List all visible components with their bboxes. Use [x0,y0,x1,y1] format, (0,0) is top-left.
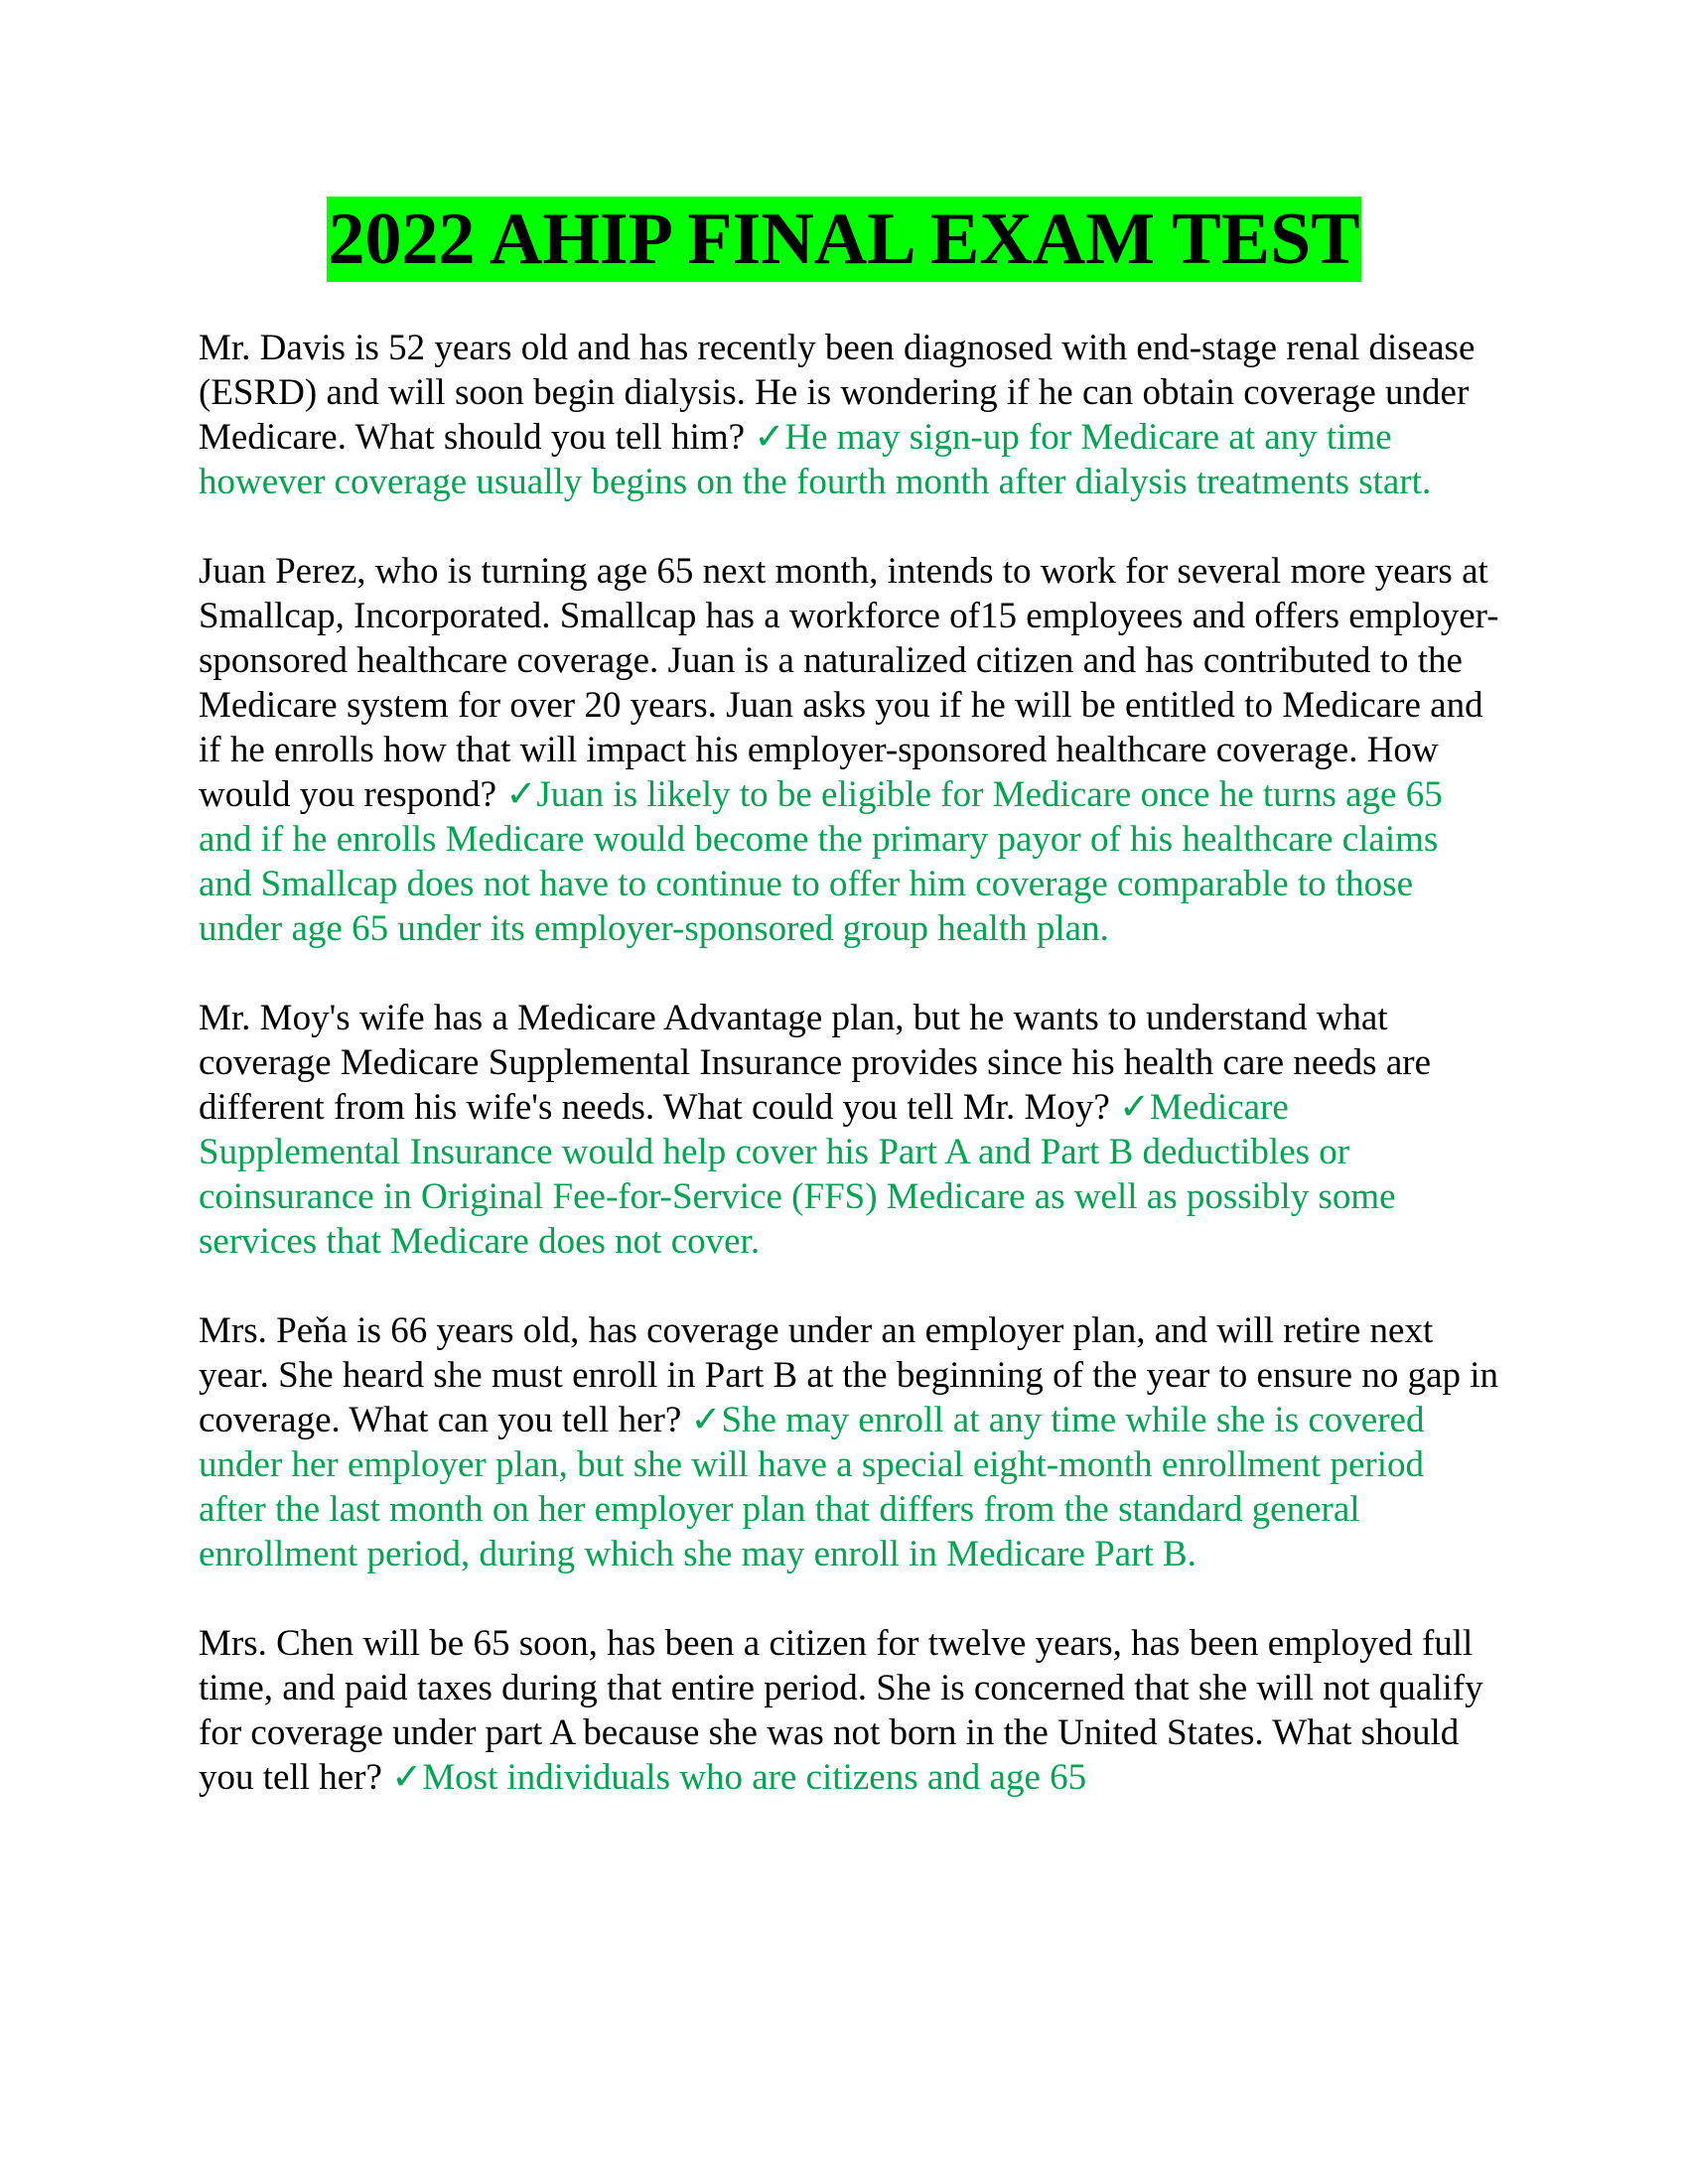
answer-text: He may sign-up for Medicare at any time however coverage usually begins on the fourth month after dialysis treatments start. [199,417,1432,502]
answer-text: She may enroll at any time while she is covered under her employer plan, but she will have a special eight-month enrollment period after the last month on her employer plan that differs from the standard general enrollment period, during which she may enroll in Medicare Part B. [199,1400,1425,1574]
checkmark-icon: ✓ [1119,1087,1151,1128]
document-body [199,326,1499,1844]
question-text: Juan Perez, who is turning age 65 next month, intends to work for several more years at Smallcap, Incorporated. Smallcap has a workforce of15 employees and offers employer-sponsored healthcare coverage. Juan is a naturalized citizen and has contributed to the Medicare system for over 20 years. Juan asks you if he will be entitled to Medicare and if he enrolls how that will impact his employer-sponsored healthcare coverage. How would you respond? [199,551,1499,815]
question-text: Mr. Moy's wife has a Medicare Advantage plan, but he wants to understand what coverage Medicare Supplemental Insurance provides since his health care needs are different from his wife's needs. What could you tell Mr. Moy? [199,998,1431,1128]
checkmark-icon: ✓ [690,1400,722,1440]
question-text: Mr. Davis is 52 years old and has recently been diagnosed with end-stage renal disease (ESRD) and will soon begin dialysis. He is wondering if he can obtain coverage under Medicare. What should you tell him? [199,328,1476,458]
qa-item [199,1621,1499,1800]
answer-text: Juan is likely to be eligible for Medicare once he turns age 65 and if he enrolls Medicare would become the primary payor of his healthcare claims and Smallcap does not have to continue to offer him coverage comparable to those under age 65 under its employer-sponsored group health plan. [199,774,1443,949]
qa-item [199,326,1499,504]
qa-item [199,1308,1499,1576]
page-title: 2022 AHIP FINAL EXAM TEST [328,199,1360,280]
answer-text: Medicare Supplemental Insurance would help cover his Part A and Part B deductibles or coinsurance in Original Fee-for-Service (FFS) Medicare as well as possibly some services that Medicare does not cover. [199,1087,1396,1262]
answer-text: Most individuals who are citizens and age 65 [422,1757,1087,1798]
checkmark-icon: ✓ [391,1757,423,1798]
qa-item [199,549,1499,951]
question-text: Mrs. Peňa is 66 years old, has coverage under an employer plan, and will retire next year. She heard she must enroll in Part B at the beginning of the year to ensure no gap in coverage. What can you tell her? [199,1310,1499,1440]
checkmark-icon: ✓ [505,774,537,815]
checkmark-icon: ✓ [754,417,785,458]
title-wrapper [0,197,1688,282]
qa-item [199,996,1499,1264]
question-text: Mrs. Chen will be 65 soon, has been a citizen for twelve years, has been employed full time, and paid taxes during that entire period. She is concerned that she will not qualify for coverage under part A because she was not born in the United States. What should you tell her? [199,1623,1483,1798]
